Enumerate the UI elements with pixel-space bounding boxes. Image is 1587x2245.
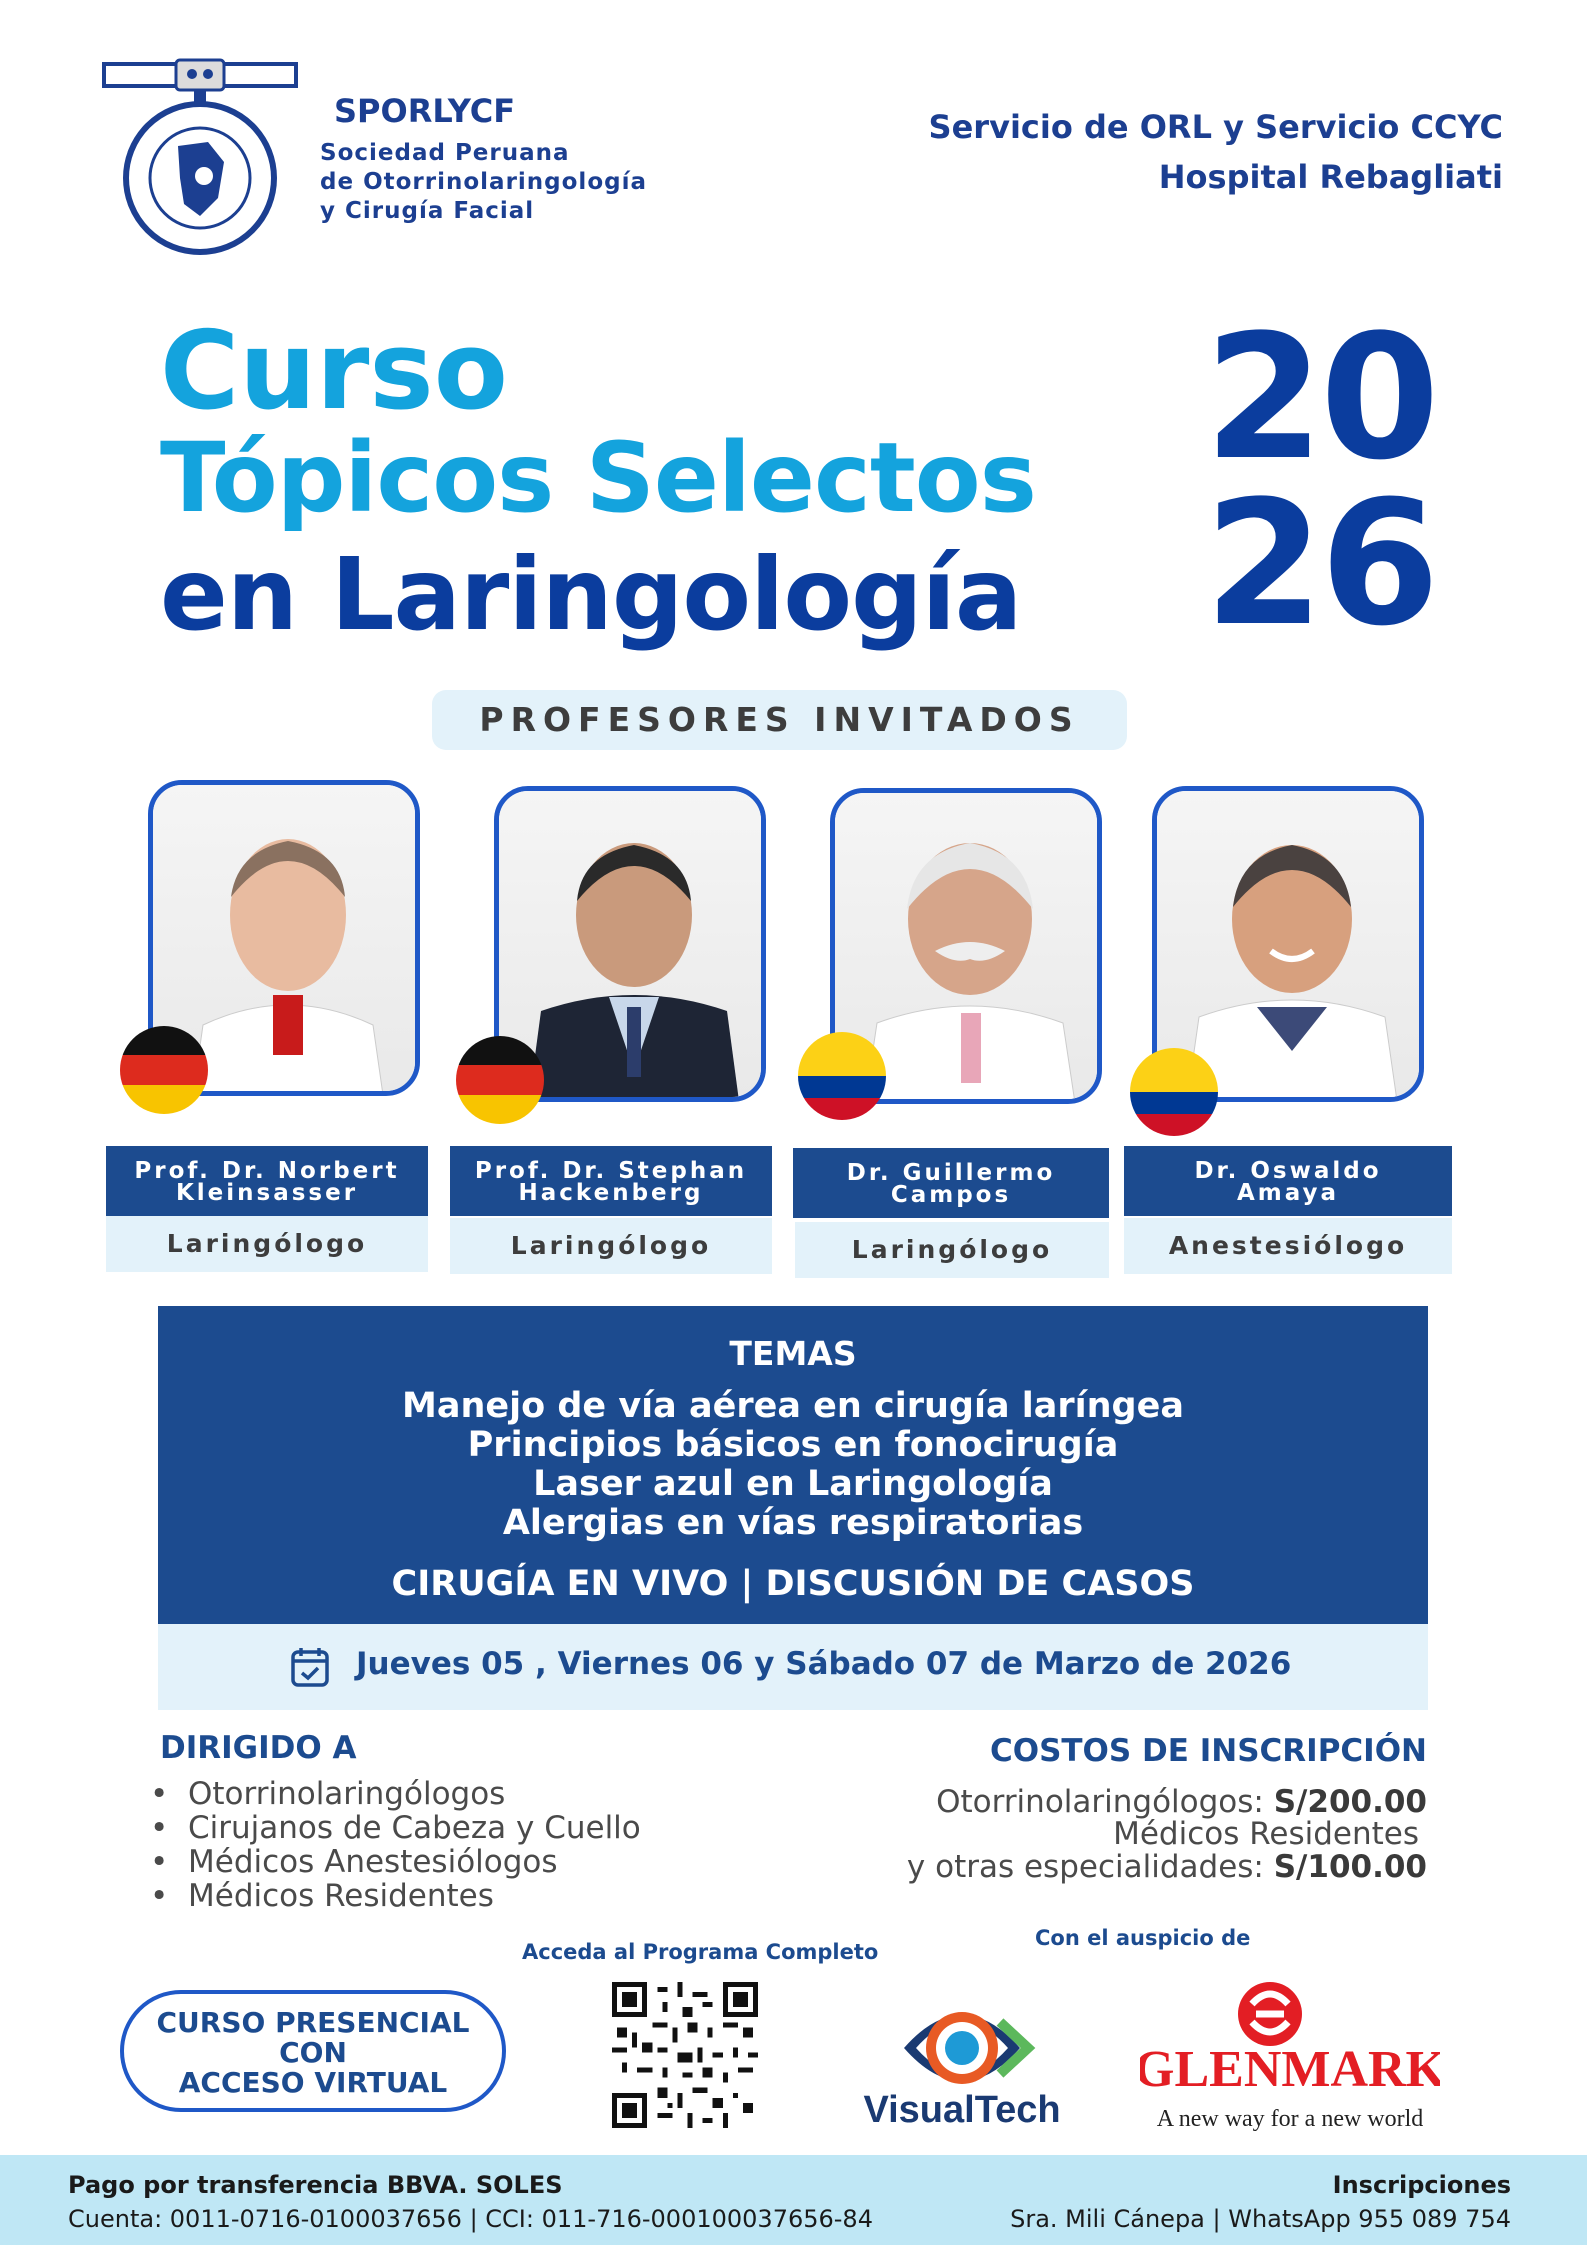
cost-line xyxy=(907,1849,1427,1885)
program-qr-code[interactable] xyxy=(612,1982,758,2128)
temas-title: TEMAS xyxy=(729,1334,857,1373)
speaker-name-line: Campos xyxy=(890,1182,1012,1208)
visualtech-wordmark: VisualTech xyxy=(863,2089,1061,2131)
speaker-name xyxy=(793,1148,1109,1218)
speaker-name-line: Prof. Dr. Norbert xyxy=(134,1158,400,1184)
cost-price: S/100.00 xyxy=(1273,1849,1427,1885)
speaker-role: Anestesiólogo xyxy=(1124,1218,1452,1274)
sporlycf-logo xyxy=(100,58,300,258)
tema-item: Principios básicos en fonocirugía xyxy=(467,1425,1119,1465)
speaker-name-line: Kleinsasser xyxy=(175,1180,359,1206)
tema-item: Manejo de vía aérea en cirugía laríngea xyxy=(402,1386,1184,1426)
speaker-role: Laringólogo xyxy=(106,1216,428,1272)
cost-label: y otras especialidades: xyxy=(906,1849,1274,1885)
speaker-portrait xyxy=(529,811,739,1101)
org-acronym: SPORLYCF xyxy=(334,92,516,130)
speaker-role: Laringólogo xyxy=(450,1218,772,1274)
date-bar xyxy=(158,1624,1428,1710)
modality-badge xyxy=(120,1990,506,2112)
speaker-name-line: Amaya xyxy=(1236,1180,1340,1206)
cost-line: Médicos Residentes xyxy=(1113,1816,1419,1852)
org-name-line: Sociedad Peruana xyxy=(320,140,570,166)
speaker-name-line: Dr. Oswaldo xyxy=(1194,1158,1382,1184)
service-line: Servicio de ORL y Servicio CCYC xyxy=(928,108,1503,146)
sponsor-label: Con el auspicio de xyxy=(1035,1926,1251,1950)
colombia-flag-icon xyxy=(1130,1048,1218,1136)
costos-title: COSTOS DE INSCRIPCIÓN xyxy=(989,1733,1427,1769)
speaker-name-line: Prof. Dr. Stephan xyxy=(474,1158,748,1184)
list-item-text: Cirujanos de Cabeza y Cuello xyxy=(188,1810,641,1846)
speaker-name-line: Hackenberg xyxy=(518,1180,704,1206)
payment-details: Cuenta: 0011-0716-0100037656 | CCI: 011-716-000100037656-84 xyxy=(68,2205,873,2233)
tema-item: Laser azul en Laringología xyxy=(533,1464,1053,1504)
org-name-line: y Cirugía Facial xyxy=(320,198,535,224)
professors-badge: PROFESORES INVITADOS xyxy=(432,690,1127,750)
glenmark-wordmark: GLENMARK xyxy=(1140,2041,1440,2098)
speaker-name-line: Dr. Guillermo xyxy=(846,1160,1056,1186)
org-name-line: de Otorrinolaringología xyxy=(320,169,647,195)
payment-title: Pago por transferencia BBVA. SOLES xyxy=(68,2171,563,2199)
speaker-portrait xyxy=(193,805,383,1095)
title-laringologia: en Laringología xyxy=(160,536,1022,653)
cost-line xyxy=(936,1784,1427,1820)
list-item: • Médicos Residentes xyxy=(150,1878,494,1914)
inscriptions-title: Inscripciones xyxy=(1332,2171,1511,2199)
list-item: • Médicos Anestesiólogos xyxy=(150,1844,558,1880)
program-label: Acceda al Programa Completo xyxy=(522,1940,879,1964)
cost-price: S/200.00 xyxy=(1273,1784,1427,1820)
speaker-name xyxy=(1124,1146,1452,1216)
modality-line: CON xyxy=(279,2036,347,2069)
list-item-text: Médicos Anestesiólogos xyxy=(188,1844,558,1880)
speaker-portrait xyxy=(865,813,1075,1103)
title-curso: Curso xyxy=(160,309,508,434)
inscriptions-contact: Sra. Mili Cánepa | WhatsApp 955 089 754 xyxy=(1010,2205,1511,2233)
list-item-text: Médicos Residentes xyxy=(188,1878,494,1914)
year-top: 20 xyxy=(1204,297,1436,498)
speaker-name xyxy=(106,1146,428,1216)
temas-footer: CIRUGÍA EN VIVO | DISCUSIÓN DE CASOS xyxy=(391,1564,1195,1604)
event-dates: Jueves 05 , Viernes 06 y Sábado 07 de Marzo de 2026 xyxy=(356,1646,1292,1682)
calendar-icon xyxy=(290,1646,330,1688)
cost-label: Otorrinolaringólogos: xyxy=(936,1784,1274,1820)
germany-flag-icon xyxy=(120,1026,208,1114)
glenmark-logo xyxy=(1140,1978,1440,2138)
colombia-flag-icon xyxy=(798,1032,886,1120)
glenmark-tagline: A new way for a new world xyxy=(1156,2106,1424,2132)
tema-item: Alergias en vías respiratorias xyxy=(502,1503,1084,1543)
list-item: • Otorrinolaringólogos xyxy=(150,1776,506,1812)
year-bottom: 26 xyxy=(1204,463,1436,664)
modality-line: CURSO PRESENCIAL xyxy=(156,2006,470,2039)
temas-panel xyxy=(158,1306,1428,1624)
modality-line: ACCESO VIRTUAL xyxy=(178,2066,448,2099)
list-item-text: Otorrinolaringólogos xyxy=(188,1776,506,1812)
visualtech-logo xyxy=(862,1982,1062,2132)
hospital-line: Hospital Rebagliati xyxy=(1158,158,1503,196)
dirigido-title: DIRIGIDO A xyxy=(160,1730,357,1766)
germany-flag-icon xyxy=(456,1036,544,1124)
speaker-role: Laringólogo xyxy=(795,1222,1109,1278)
list-item: • Cirujanos de Cabeza y Cuello xyxy=(150,1810,641,1846)
speaker-name xyxy=(450,1146,772,1216)
speaker-portrait xyxy=(1187,811,1397,1101)
footer-bar xyxy=(0,2155,1587,2245)
title-topicos: Tópicos Selectos xyxy=(160,422,1036,534)
